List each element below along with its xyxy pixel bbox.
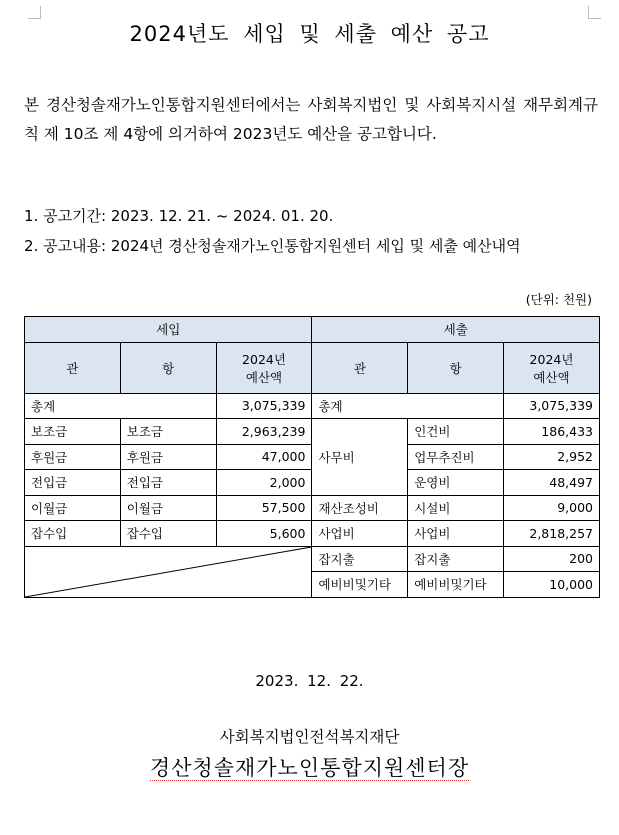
intro-paragraph: 본 경산청솔재가노인통합지원센터에서는 사회복지법인 및 사회복지시설 재무회계규칙 제 10조 제 4항에 의거하여 2023년도 예산을 공고합니다. [24, 96, 598, 143]
expense-amount: 2,818,257 [504, 521, 600, 547]
expense-header: 세출 [312, 317, 600, 343]
notice-period-item: 1. 공고기간: 2023. 12. 21. ~ 2024. 01. 20. [24, 207, 334, 225]
expense-gwan: 재산조성비 [312, 495, 408, 521]
revenue-hang: 이월금 [120, 495, 216, 521]
revenue-amount: 5,600 [216, 521, 312, 547]
foundation-name: 사회복지법인전석복지재단 [219, 728, 400, 746]
notice-date: 2023. 12. 22. [255, 672, 364, 690]
revenue-total-label: 총계 [25, 393, 217, 419]
expense-gwan: 예비비및기타 [312, 572, 408, 598]
table-row [25, 546, 600, 572]
expense-amount: 9,000 [504, 495, 600, 521]
table-row [25, 419, 600, 445]
expense-col-budget: 2024년 예산액 [504, 342, 600, 393]
expense-hang: 인건비 [408, 419, 504, 445]
revenue-hang: 잡수입 [120, 521, 216, 547]
expense-amount: 48,497 [504, 470, 600, 496]
expense-hang: 시설비 [408, 495, 504, 521]
expense-total-label: 총계 [312, 393, 504, 419]
expense-hang: 사업비 [408, 521, 504, 547]
revenue-col-budget: 2024년 예산액 [216, 342, 312, 393]
revenue-hang: 전입금 [120, 470, 216, 496]
document-title: 2024년도 세입 및 세출 예산 공고 [129, 22, 490, 46]
revenue-gwan: 후원금 [25, 444, 121, 470]
expense-amount: 10,000 [504, 572, 600, 598]
expense-col-gwan: 관 [312, 342, 408, 393]
revenue-header: 세입 [25, 317, 312, 343]
expense-hang: 운영비 [408, 470, 504, 496]
expense-hang: 예비비및기타 [408, 572, 504, 598]
revenue-amount: 57,500 [216, 495, 312, 521]
revenue-total-amount: 3,075,339 [216, 393, 312, 419]
expense-gwan: 사업비 [312, 521, 408, 547]
revenue-gwan: 이월금 [25, 495, 121, 521]
table-row-total [25, 393, 600, 419]
revenue-amount: 2,000 [216, 470, 312, 496]
revenue-amount: 2,963,239 [216, 419, 312, 445]
revenue-col-gwan: 관 [25, 342, 121, 393]
expense-gwan: 잡지출 [312, 546, 408, 572]
notice-content-item: 2. 공고내용: 2024년 경산청솔재가노인통합지원센터 세입 및 세출 예산내역 [24, 237, 521, 255]
revenue-gwan: 전입금 [25, 470, 121, 496]
table-row [25, 521, 600, 547]
expense-amount: 186,433 [504, 419, 600, 445]
revenue-amount: 47,000 [216, 444, 312, 470]
empty-diagonal-cell [25, 546, 312, 597]
center-director-title [0, 752, 619, 782]
revenue-gwan: 잡수입 [25, 521, 121, 547]
expense-hang: 잡지출 [408, 546, 504, 572]
expense-col-hang: 항 [408, 342, 504, 393]
expense-amount: 2,952 [504, 444, 600, 470]
budget-table [24, 316, 600, 598]
table-row [25, 495, 600, 521]
revenue-hang: 보조금 [120, 419, 216, 445]
revenue-col-hang: 항 [120, 342, 216, 393]
expense-amount: 200 [504, 546, 600, 572]
revenue-hang: 후원금 [120, 444, 216, 470]
revenue-gwan: 보조금 [25, 419, 121, 445]
expense-total-amount: 3,075,339 [504, 393, 600, 419]
center-director-text: 경산청솔재가노인통합지원센터장 [149, 756, 470, 780]
expense-gwan: 사무비 [312, 419, 408, 496]
diagonal-line [25, 547, 311, 597]
expense-hang: 업무추진비 [408, 444, 504, 470]
unit-label: (단위: 천원) [525, 292, 592, 307]
